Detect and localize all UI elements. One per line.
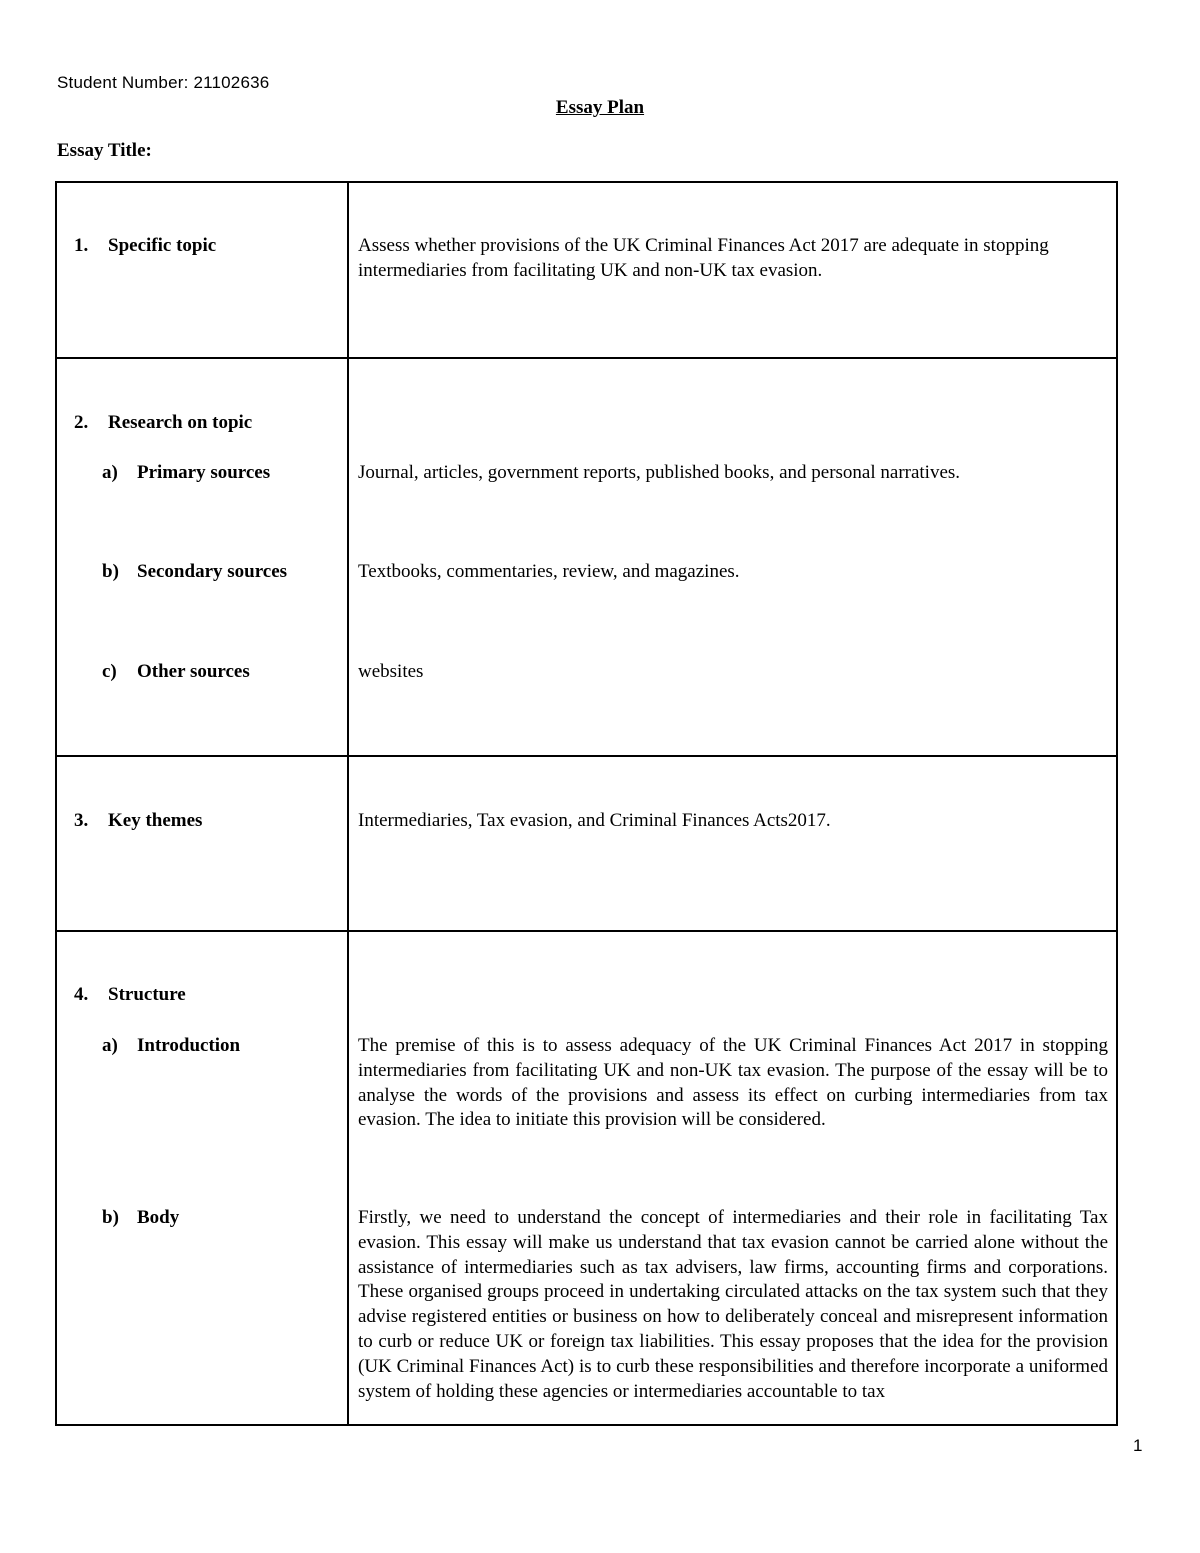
row-label: Specific topic [108,235,217,256]
sub-text-secondary-sources: Textbooks, commentaries, review, and magazines. [358,561,740,582]
row-label: Research on topic [108,412,253,433]
sub-text-body: Firstly, we need to understand the concept of intermediaries and their role in facilitating Tax evasion. This essay will make us understand that tax evasion cannot be carried alone without the assistance of intermediaries such as tax advisers, law firms, accounting firms and corporations. These organised groups proceed in undertaking circulated attacks on the tax system such that they advise registered entities or business on how to deliberately conceal and misrepresent information to curb or reduce UK or foreign tax liabilities. This essay proposes that the idea for the provision (UK Criminal Finances Act) is to curb these responsibilities and therefore incorporate a uniformed system of holding these agencies or intermediaries accountable to tax [358,1207,1108,1402]
row-label: Structure [108,984,186,1005]
sub-label-secondary-sources: Secondary sources [137,561,288,582]
student-number-label: Student Number: [57,73,189,92]
sub-text-introduction: The premise of this is to assess adequacy of the UK Criminal Finances Act 2017 in stopping intermediaries from facilitating UK and non-UK tax evasion. The purpose of the essay will be to analyse the words of the provisions and assess its effect on curbing intermediaries from tax evasion. The idea to initiate this provision will be considered. [358,1035,1108,1131]
row-label: Key themes [108,810,203,831]
sub-letter: b) [102,1207,119,1228]
sub-label-introduction: Introduction [137,1035,241,1056]
row-number: 3. [74,810,89,831]
essay-title-label: Essay Title: [57,140,152,161]
table-row-research [57,357,1116,755]
document-title: Essay Plan [555,97,645,118]
table-row-specific-topic [57,183,1116,357]
sub-text-primary-sources: Journal, articles, government reports, published books, and personal narratives. [358,462,961,483]
row-number: 4. [74,984,89,1005]
sub-label-other-sources: Other sources [137,661,250,682]
row-number: 2. [74,412,89,433]
sub-letter: c) [102,661,117,682]
sub-label-primary-sources: Primary sources [137,462,271,483]
row-text: Assess whether provisions of the UK Criminal Finances Act 2017 are adequate in stopping intermediaries from facilitating UK and non-UK tax evasion. [358,235,1049,281]
student-number-line [57,73,269,93]
sub-letter: a) [102,462,118,483]
essay-plan-table [55,181,1118,1426]
sub-letter: a) [102,1035,118,1056]
table-row-structure [57,930,1116,1424]
table-row-key-themes [57,755,1116,930]
sub-label-body: Body [137,1207,180,1228]
sub-letter: b) [102,561,119,582]
page-number: 1 [1133,1436,1143,1455]
student-number-value: 21102636 [193,73,270,92]
sub-text-other-sources: websites [358,661,424,682]
row-text: Intermediaries, Tax evasion, and Criminal Finances Acts2017. [358,810,831,831]
row-number: 1. [74,235,89,256]
